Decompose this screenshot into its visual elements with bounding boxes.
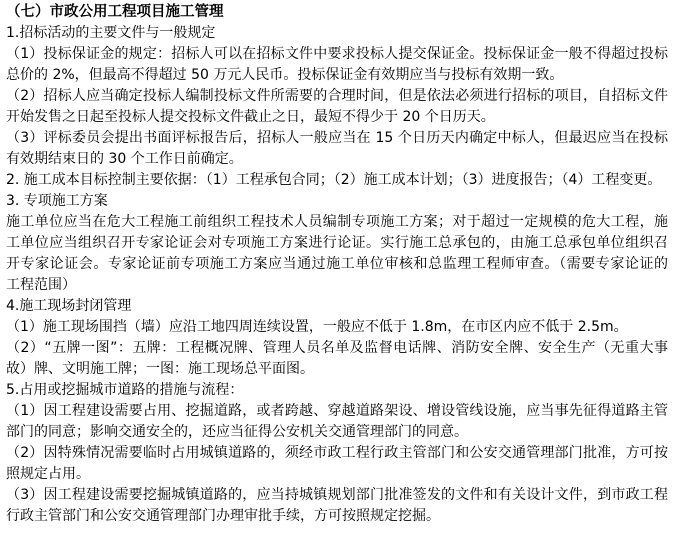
section-heading-5: 5.占用或挖掘城市道路的措施与流程： [6, 382, 244, 398]
paragraph-line: （2）因特殊情况需要临时占用城镇道路的，须经市政工程行政主管部门和公安交通管理部门批准，方可按 [6, 445, 668, 461]
section-heading-4: 4.施工现场封闭管理 [6, 298, 132, 314]
paragraph-line: 行政主管部门和公安交通管理部门办理审批手续，方可按照规定挖掘。 [6, 508, 440, 524]
paragraph-line: 照规定占用。 [6, 466, 90, 482]
paragraph-line: 工单位应当组织召开专家论证会对专项施工方案进行论证。实行施工总承包的，由施工总承包单位组织召 [6, 235, 668, 251]
paragraph-line: 施工单位应当在危大工程施工前组织工程技术人员编制专项施工方案；对于超过一定规模的危大工程，施 [6, 214, 668, 230]
paragraph-line: 部门的同意；影响交通安全的，还应当征得公安机关交通管理部门的同意。 [6, 424, 468, 440]
paragraph-line: 工程范围） [6, 277, 76, 293]
section-heading-2: 2. 施工成本目标控制主要依据：（1）工程承包合同；（2）施工成本计划；（3）进度报告；（4）工程变更。 [6, 172, 662, 188]
paragraph-line: 故）牌、文明施工牌；一图：施工现场总平面图。 [6, 361, 314, 377]
paragraph-line: 开专家论证会。专家论证前专项施工方案应当通过施工单位审核和总监理工程师审查。（需要专家论证的 [6, 256, 668, 272]
paragraph-line: （1）投标保证金的规定：招标人可以在招标文件中要求投标人提交保证金。投标保证金一般不得超过投标 [6, 46, 668, 62]
paragraph-line: （1）因工程建设需要占用、挖掘道路，或者跨越、穿越道路架设、增设管线设施，应当事先征得道路主管 [6, 403, 668, 419]
section-heading-3: 3. 专项施工方案 [6, 193, 108, 209]
paragraph-line: （2）“五牌一图”：五牌：工程概况牌、管理人员名单及监督电话牌、消防安全牌、安全生产（无重大事 [6, 340, 668, 356]
paragraph-line: （3）评标委员会提出书面评标报告后，招标人一般应当在 15 个日历天内确定中标人，但最迟应当在投标 [6, 130, 668, 146]
paragraph-line: （2）招标人应当确定投标人编制投标文件所需要的合理时间，但是依法必须进行招标的项目，自招标文件 [6, 88, 668, 104]
paragraph-line: 有效期结束日的 30 个工作日前确定。 [6, 151, 243, 167]
section-heading-1: 1.招标活动的主要文件与一般规定 [6, 25, 216, 41]
paragraph-line: （3）因工程建设需要挖掘城镇道路的，应当持城镇规划部门批准签发的文件和有关设计文件，到市政工程 [6, 487, 668, 503]
document-title: （七）市政公用工程项目施工管理 [6, 4, 224, 20]
paragraph-line: （1）施工现场围挡（墙）应沿工地四周连续设置，一般应不低于 1.8m，在市区内应不低于 2.5m。 [6, 319, 628, 335]
paragraph-line: 开始发售之日起至投标人提交投标文件截止之日，最短不得少于 20 个日历天。 [6, 109, 495, 125]
paragraph-line: 总价的 2%，但最高不得超过 50 万元人民币。投标保证金有效期应当与投标有效期一致。 [6, 67, 564, 83]
